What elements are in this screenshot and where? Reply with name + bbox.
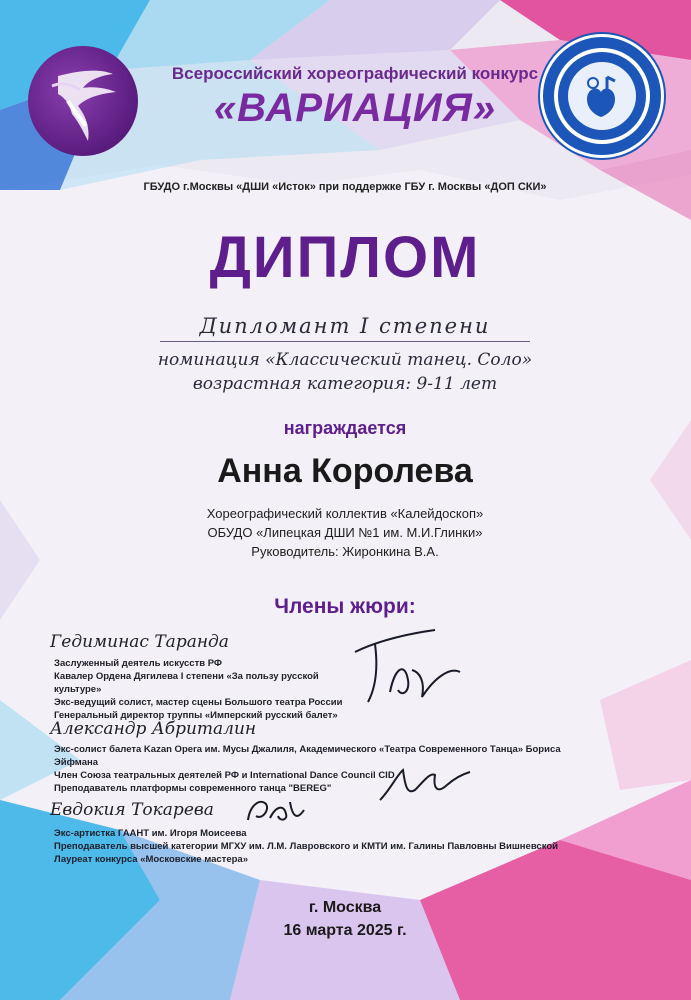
jury-detail-line: Генеральный директор труппы «Имперский русский балет» — [54, 710, 338, 721]
awardee-name: Анна Королева — [217, 452, 473, 490]
signature-abritalin — [375, 760, 475, 810]
diploma-degree: Дипломант I степени — [199, 314, 491, 338]
jury-member-details — [54, 743, 594, 795]
jury-detail-line: Экс-солист балета Kazan Opera им. Мусы Джалиля, Академического «Театра Современного Танца» Бориса Эйфмана — [54, 744, 561, 768]
nomination: номинация «Классический танец. Соло» — [157, 350, 533, 370]
dancer-logo — [28, 46, 138, 156]
signature-taranda — [350, 622, 470, 712]
jury-detail-line: Экс-ведущий солист, мастер сцены Большого театра России — [54, 697, 343, 708]
jury-member-details — [54, 827, 594, 866]
jury-detail-line: Лауреат конкурса «Московские мастера» — [54, 854, 248, 865]
degree-underline — [160, 341, 530, 342]
leader-name: Руководитель: Жиронкина В.А. — [251, 544, 439, 559]
jury-detail-line: Заслуженный деятель искусств РФ — [54, 658, 223, 669]
jury-detail-line: Экс-артистка ГААНТ им. Игоря Моисеева — [54, 828, 247, 839]
diploma-title: ДИПЛОМ — [209, 225, 481, 290]
jury-member-name: Гедиминас Таранда — [50, 632, 229, 652]
age-category: возрастная категория: 9-11 лет — [192, 374, 498, 394]
contest-subtitle: Всероссийский хореографический конкурс — [171, 64, 539, 83]
city: г. Москва — [308, 899, 382, 916]
jury-title: Члены жюри: — [274, 595, 416, 618]
jury-member-name: Александр Абриталин — [50, 719, 257, 739]
collective-name: Хореографический коллектив «Калейдоскоп» — [206, 506, 484, 521]
jury-member-details — [54, 657, 354, 722]
jury-detail-line: Член Союза театральных деятелей РФ и International Dance Council CID — [54, 770, 395, 781]
contest-name: «ВАРИАЦИЯ» — [213, 86, 497, 130]
date: 16 марта 2025 г. — [283, 922, 407, 939]
jury-detail-line: Кавалер Ордена Дягилева I степени «За пользу русской культуре» — [54, 671, 319, 695]
jury-detail-line: Преподаватель платформы современного танца "BEREG" — [54, 783, 332, 794]
jury-detail-line: Преподаватель высшей категории МГХУ им. Л.М. Лавровского и КМТИ им. Галины Павловны Вишневской — [54, 841, 558, 852]
organizer-line: ГБУДО г.Москвы «ДШИ «Исток» при поддержке ГБУ г. Москвы «ДОП СКИ» — [143, 181, 547, 193]
school-name: ОБУДО «Липецкая ДШИ №1 им. М.И.Глинки» — [207, 525, 483, 540]
jury-member-name: Евдокия Токарева — [50, 800, 214, 820]
awarded-label: награждается — [283, 418, 407, 438]
